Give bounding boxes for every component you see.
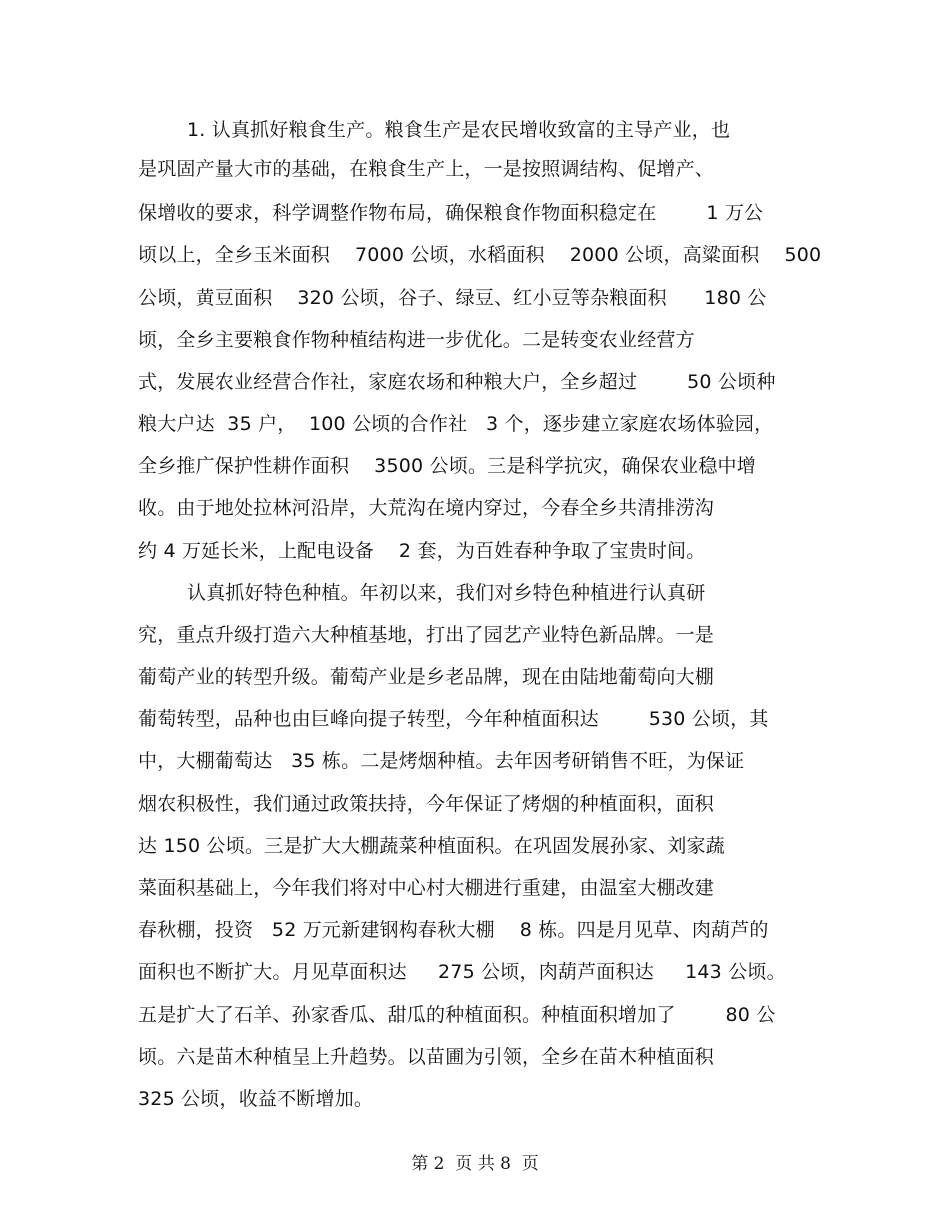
paragraph-line: 葡萄产业的转型升级。葡萄产业是乡老品牌，现在由陆地葡萄向大棚 [138,666,715,688]
paragraph-line: 春秋棚，投资 52 万元新建钢构春秋大棚 8 栋。四是月见草、肉葫芦的 [138,919,769,941]
paragraph-line: 约 4 万延长米，上配电设备 2 套，为百姓春种争取了宝贵时间。 [138,540,706,562]
paragraph-line: 全乡推广保护性耕作面积 3500 公顷。三是科学抗灾，确保农业稳中增 [138,455,756,477]
paragraph-line: 葡萄转型，品种也由巨峰向提子转型，今年种植面积达 530 公顷，其 [138,708,769,730]
paragraph-line: 达 150 公顷。三是扩大大棚蔬菜种植面积。在巩固发展孙家、刘家蔬 [138,835,725,857]
page-number-footer: 第 2 页 共 8 页 [411,1154,539,1174]
paragraph-line: 面积也不断扩大。月见草面积达 275 公顷，肉葫芦面积达 143 公顷。 [138,961,786,983]
paragraph-line: 五是扩大了石羊、孙家香瓜、甜瓜的种植面积。种植面积增加了 80 公 [138,1004,776,1026]
paragraph-line: 是巩固产量大市的基础，在粮食生产上，一是按照调结构、促增产、 [138,158,715,180]
paragraph-line: 式，发展农业经营合作社，家庭农场和种粮大户，全乡超过 50 公顷种 [138,371,776,393]
paragraph-line: 烟农积极性，我们通过政策扶持，今年保证了烤烟的种植面积，面积 [138,793,715,815]
paragraph-line: 保增收的要求，科学调整作物布局，确保粮食作物面积稳定在 1 万公 [138,202,764,224]
paragraph-line: 1. 认真抓好粮食生产。粮食生产是农民增收致富的主导产业，也 [187,119,731,141]
paragraph-line: 公顷，黄豆面积 320 公顷，谷子、绿豆、红小豆等杂粮面积 180 公 [138,287,767,309]
paragraph-line: 顷以上，全乡玉米面积 7000 公顷，水稻面积 2000 公顷，高粱面积 500 [138,244,822,266]
paragraph-line: 325 公顷，收益不断增加。 [138,1088,374,1110]
paragraph-line: 顷，全乡主要粮食作物种植结构进一步优化。二是转变农业经营方 [138,329,695,351]
paragraph-line: 中，大棚葡萄达 35 栋。二是烤烟种植。去年因考研销售不旺，为保证 [138,750,745,772]
paragraph-line: 究，重点升级打造六大种植基地，打出了园艺产业特色新品牌。一是 [138,624,715,646]
paragraph-line: 菜面积基础上，今年我们将对中心村大棚进行重建，由温室大棚改建 [138,877,715,899]
paragraph-line: 认真抓好特色种植。年初以来，我们对乡特色种植进行认真研 [187,582,706,604]
paragraph-line: 粮大户达 35 户， 100 公顷的合作社 3 个，逐步建立家庭农场体验园， [138,413,774,435]
paragraph-line: 收。由于地处拉林河沿岸，大荒沟在境内穿过，今春全乡共清排涝沟 [138,497,715,519]
paragraph-line: 顷。六是苗木种植呈上升趋势。以苗圃为引领，全乡在苗木种植面积 [138,1046,715,1068]
